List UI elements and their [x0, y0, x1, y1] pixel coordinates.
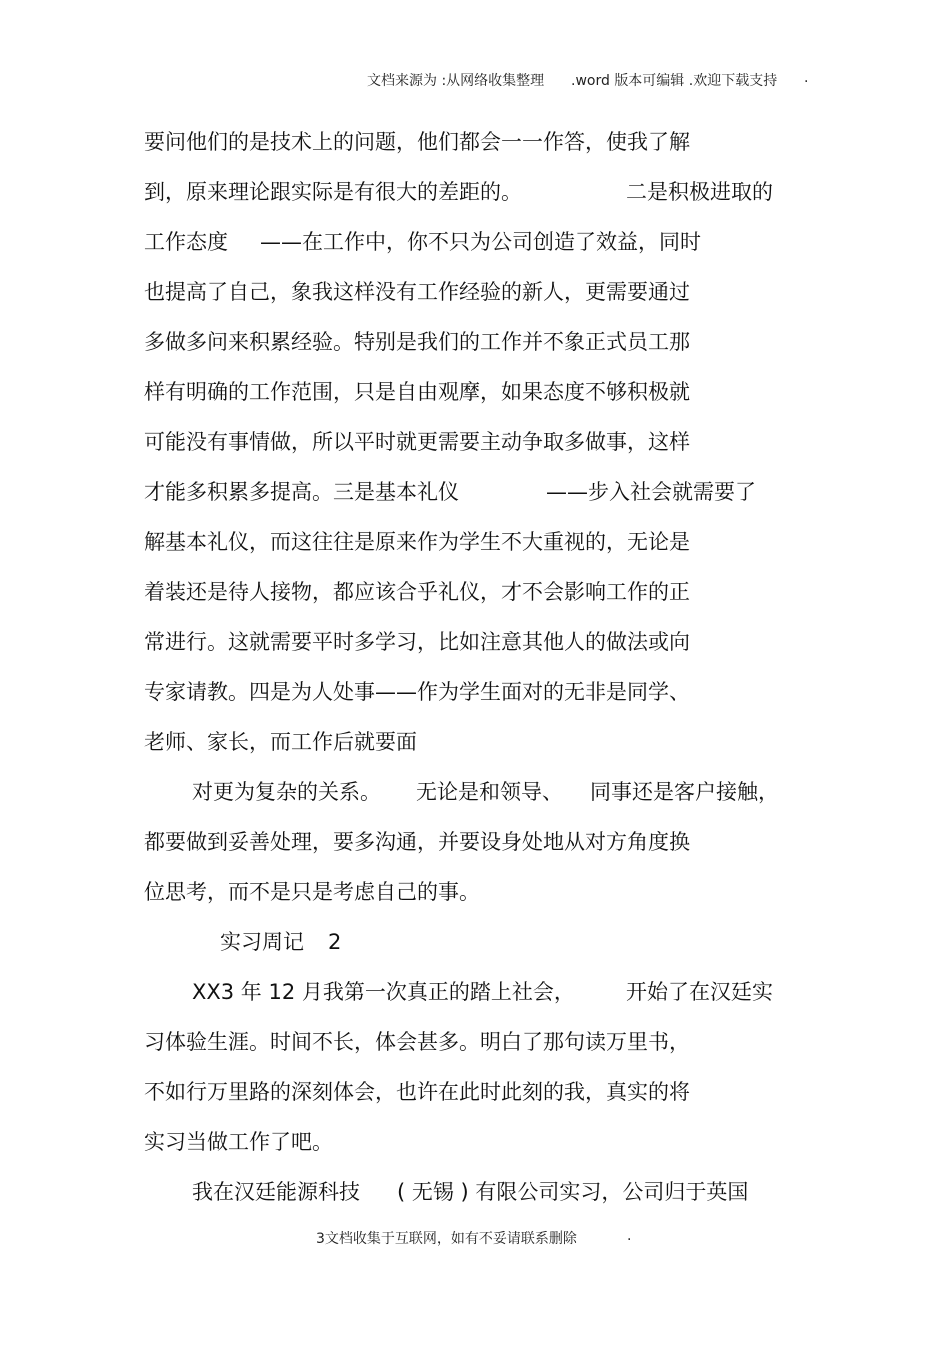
- heading-number: 2: [328, 930, 342, 954]
- text-segment: ( 无锡 ) 有限公司实习，公司归于英国: [397, 1180, 749, 1204]
- text-line: [0, 277, 950, 307]
- text-segment: 常进行。这就需要平时多学习，比如注意其他人的做法或向: [144, 630, 690, 654]
- text-segment: ——步入社会就需要了: [546, 480, 756, 504]
- text-segment: 位思考，而不是只是考虑自己的事。: [144, 880, 480, 904]
- text-segment: 习体验生涯。时间不长，体会甚多。明白了那句读万里书，: [144, 1030, 690, 1054]
- text-line: [0, 1027, 950, 1057]
- footer-text: 3文档收集于互联网，如有不妥请联系删除: [316, 1231, 577, 1247]
- heading-title: 实习周记: [220, 930, 304, 954]
- footer-dot: .: [627, 1228, 632, 1244]
- text-line: [0, 727, 950, 757]
- text-line: [0, 377, 950, 407]
- text-line: [0, 1177, 950, 1207]
- text-segment: 多做多问来积累经验。特别是我们的工作并不象正式员工那: [144, 330, 690, 354]
- text-segment: 才能多积累多提高。三是基本礼仪: [144, 480, 459, 504]
- text-line: [0, 577, 950, 607]
- text-segment: 要问他们的是技术上的问题，他们都会一一作答，使我了解: [144, 130, 690, 154]
- text-segment: 二是积极进取的: [626, 180, 773, 204]
- text-segment: 都要做到妥善处理，要多沟通，并要设身处地从对方角度换: [144, 830, 690, 854]
- text-segment: 着装还是待人接物，都应该合乎礼仪，才不会影响工作的正: [144, 580, 690, 604]
- text-line: [0, 227, 950, 257]
- header-dot: .: [804, 70, 809, 86]
- text-line: [0, 527, 950, 557]
- text-segment: 不如行万里路的深刻体会，也许在此时此刻的我，真实的将: [144, 1080, 690, 1104]
- header-source-text: 文档来源为 :从网络收集整理: [367, 73, 545, 89]
- page-footer: [0, 1228, 950, 1250]
- text-line: [0, 1077, 950, 1107]
- text-line: [0, 627, 950, 657]
- section-heading: [0, 927, 950, 957]
- text-segment: 可能没有事情做，所以平时就更需要主动争取多做事，这样: [144, 430, 690, 454]
- text-line: [0, 827, 950, 857]
- text-segment: 实习当做工作了吧。: [144, 1130, 333, 1154]
- text-segment: ——在工作中，你不只为公司创造了效益，同时: [260, 230, 701, 254]
- text-line: [0, 777, 950, 807]
- text-segment: 专家请教。四是为人处事——作为学生面对的无非是同学、: [144, 680, 690, 704]
- text-segment: 工作态度: [144, 230, 228, 254]
- text-segment: 也提高了自己，象我这样没有工作经验的新人，更需要通过: [144, 280, 690, 304]
- text-line: [0, 127, 950, 157]
- header-editable-text: .word 版本可编辑 .欢迎下载支持: [571, 73, 778, 89]
- text-segment: 开始了在汉廷实: [626, 980, 773, 1004]
- text-line: [0, 477, 950, 507]
- text-line: [0, 977, 950, 1007]
- text-segment: 样有明确的工作范围，只是自由观摩，如果态度不够积极就: [144, 380, 690, 404]
- text-segment: 到，原来理论跟实际是有很大的差距的。: [144, 180, 522, 204]
- text-segment: 我在汉廷能源科技: [192, 1180, 360, 1204]
- text-segment: 解基本礼仪，而这往往是原来作为学生不大重视的，无论是: [144, 530, 690, 554]
- text-segment: 无论是和领导、: [416, 780, 563, 804]
- text-segment: XX3 年 12 月我第一次真正的踏上社会，: [192, 980, 575, 1004]
- text-line: [0, 427, 950, 457]
- text-line: [0, 677, 950, 707]
- text-segment: 对更为复杂的关系。: [192, 780, 381, 804]
- text-line: [0, 877, 950, 907]
- text-line: [0, 177, 950, 207]
- text-segment: 同事还是客户接触，: [590, 780, 779, 804]
- text-line: [0, 1127, 950, 1157]
- text-line: [0, 327, 950, 357]
- page-header: [0, 70, 950, 94]
- text-segment: 老师、家长，而工作后就要面: [144, 730, 417, 754]
